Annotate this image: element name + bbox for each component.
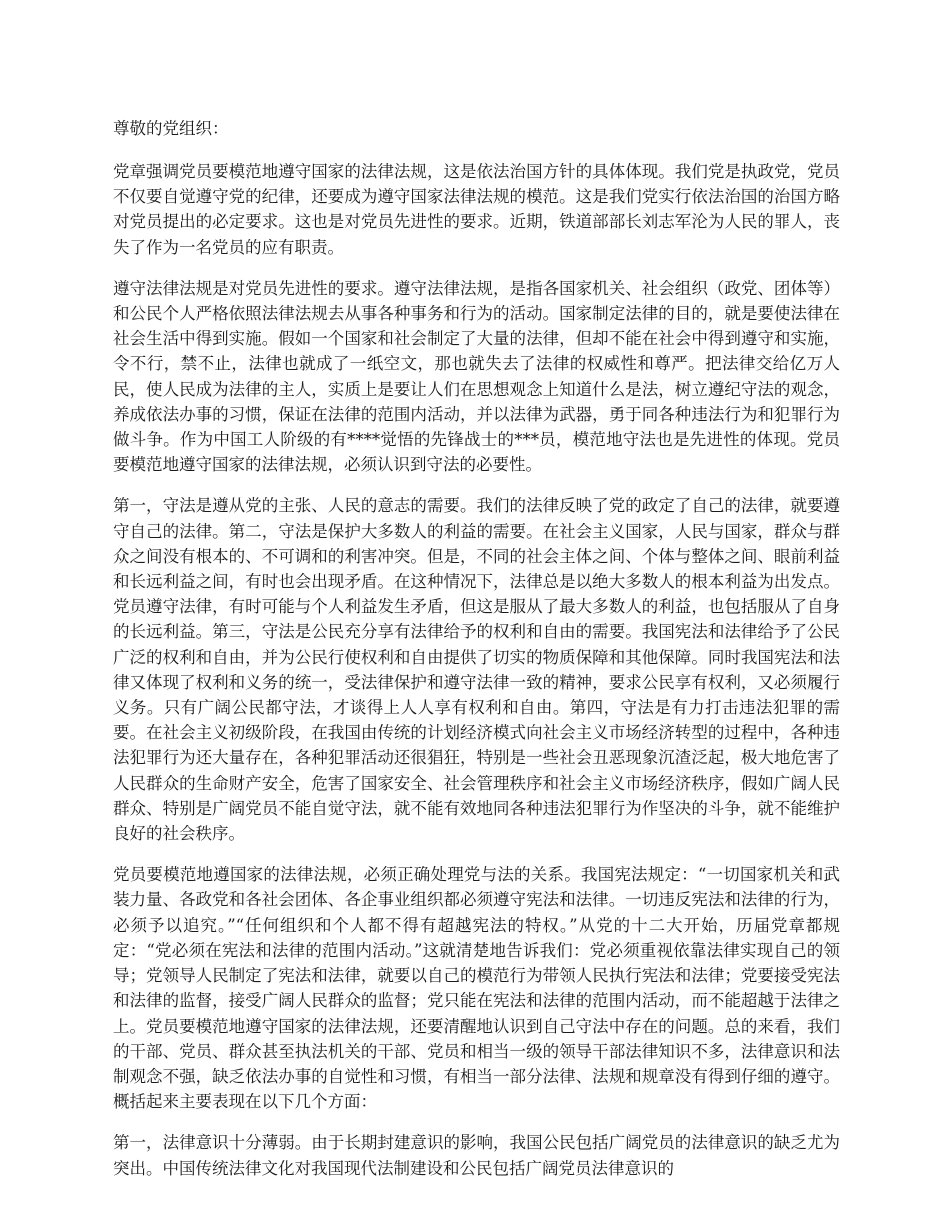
salutation: 尊敬的党组织： bbox=[113, 119, 229, 138]
paragraph-4: 党员要模范地遵国家的法律法规，必须正确处理党与法的关系。我国宪法规定：“一切国家机关和武装力量、各政党和各社会团体、各企事业组织都必须遵守宪法和法律。一切违反宪法和法律的行为，必须予以追究。”“任何组织和个人都不得有超越宪法的特权。”从党的十二大开始，历届党章都规定：“党必须在宪法和法律的范围内活动。”这就清楚地告诉我们：党必须重视依靠法律实现自己的领导；党领导人民制定了宪法和法律，就要以自己的模范行为带领人民执行宪法和法律；党要接受宪法和法律的监督，接受广阔人民群众的监督；党只能在宪法和法律的范围内活动，而不能超越于法律之上。党员要模范地遵守国家的法律法规，还要清醒地认识到自己守法中存在的问题。总的来看，我们的干部、党员、群众甚至执法机关的干部、党员和相当一级的领导干部法律知识不多，法律意识和法制观念不强，缺乏依法办事的自觉性和习惯，有相当一部分法律、法规和规章没有得到仔细的遵守。概括起来主要表现在以下几个方面： bbox=[113, 865, 840, 1112]
paragraph-2: 遵守法律法规是对党员先进性的要求。遵守法律法规，是指各国家机关、社会组织（政党、团体等）和公民个人严格依照法律法规去从事各种事务和行为的活动。国家制定法律的目的，就是要使法律在社会生活中得到实施。假如一个国家和社会制定了大量的法律，但却不能在社会中得到遵守和实施，令不行，禁不止，法律也就成了一纸空文，那也就失去了法律的权威性和尊严。把法律交给亿万人民，使人民成为法律的主人，实质上是要让人们在思想观念上知道什么是法，树立遵纪守法的观念，养成依法办事的习惯，保证在法律的范围内活动，并以法律为武器，勇于同各种违法行为和犯罪行为做斗争。作为中国工人阶级的有****觉悟的先锋战士的***员，模范地守法也是先进性的体现。党员要模范地遵守国家的法律法规，必须认识到守法的必要性。 bbox=[113, 278, 840, 475]
paragraph-3: 第一，守法是遵从党的主张、人民的意志的需要。我们的法律反映了党的政定了自己的法律，就要遵守自己的法律。第二，守法是保护大多数人的利益的需要。在社会主义国家，人民与国家，群众与群众之间没有根本的、不可调和的利害冲突。但是，不同的社会主体之间、个体与整体之间、眼前利益和长远利益之间，有时也会出现矛盾。在这种情况下，法律总是以绝大多数人的根本利益为出发点。党员遵守法律，有时可能与个人利益发生矛盾，但这是服从了最大多数人的利益，也包括服从了自身的长远利益。第三，守法是公民充分享有法律给予的权利和自由的需要。我国宪法和法律给予了公民广泛的权利和自由，并为公民行使权利和自由提供了切实的物质保障和其他保障。同时我国宪法和法律又体现了权利和义务的统一，受法律保护和遵守法律一致的精神，要求公民享有权利，又必须履行义务。只有广阔公民都守法，才谈得上人人享有权利和自由。第四，守法是有力打击违法犯罪的需要。在社会主义初级阶段，在我国由传统的计划经济模式向社会主义市场经济转型的过程中，各种违法犯罪行为还大量存在，各种犯罪活动还很猖狂，特别是一些社会丑恶现象沉渣泛起，极大地危害了人民群众的生命财产安全，危害了国家安全、社会管理秩序和社会主义市场经济秩序，假如广阔人民群众、特别是广阔党员不能自觉守法，就不能有效地同各种违法犯罪行为作坚决的斗争，就不能维护良好的社会秩序。 bbox=[113, 496, 840, 844]
paragraph-5: 第一，法律意识十分薄弱。由于长期封建意识的影响，我国公民包括广阔党员的法律意识的缺乏尤为突出。中国传统法律文化对我国现代法制建设和公民包括广阔党员法律意识的 bbox=[113, 1133, 840, 1178]
document-page bbox=[113, 116, 840, 1197]
paragraph-1: 党章强调党员要模范地遵守国家的法律法规，这是依法治国方针的具体体现。我们党是执政党，党员不仅要自觉遵守党的纪律，还要成为遵守国家法律法规的模范。这是我们党实行依法治国的治国方略对党员提出的必定要求。这也是对党员先进性的要求。近期，铁道部部长刘志军沦为人民的罪人，丧失了作为一名党员的应有职责。 bbox=[113, 162, 840, 257]
